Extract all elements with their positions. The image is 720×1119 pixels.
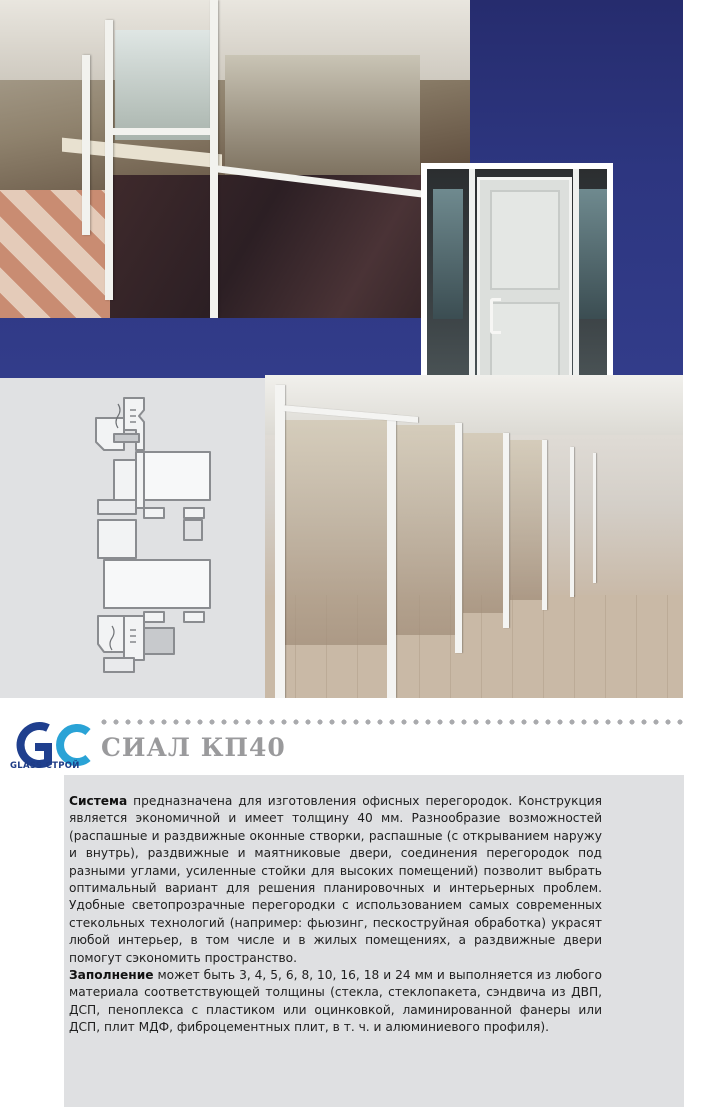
corridor-post	[455, 423, 462, 653]
photo-frame-rail	[105, 128, 215, 135]
corridor-partition-photo	[265, 375, 683, 698]
photo-frame-post	[210, 0, 218, 318]
photo-frame-post	[82, 55, 90, 235]
description-panel	[64, 775, 684, 1107]
corridor-post	[387, 415, 396, 698]
filling-label: Заполнение	[69, 968, 154, 983]
system-text: предназначена для изготовления офисных перегородок. Конструкция является экономичной и имеет толщину 40 мм. Разнообразие возможностей (распашные и раздвижные оконные створки, распашные (с открыванием наружу и внутрь), раздвижные и маятниковые двери, соединения перегородок под разными углами, усиленные стойки для высоких помещений) позволит выбрать оптимальный вариант для решения планировочных и интерьерных проблем. Удобные светопрозрачные перегородки с использованием самых современных стекольных технологий (например: фьюзинг, пескоструйная обработка) украсят любой интерьер, в том числе и в жилых помещениях, а раздвижные двери помогут сэкономить пространство.	[69, 794, 602, 965]
corridor-glass	[463, 433, 503, 613]
system-label: Система	[69, 794, 128, 808]
logo-letter-c	[60, 728, 88, 762]
photo-frame-post	[105, 20, 113, 300]
logo-letter-g	[21, 726, 48, 764]
corridor-post	[593, 453, 596, 583]
corridor-post	[570, 447, 574, 597]
door-frame	[469, 169, 475, 410]
door-upper-pane	[490, 190, 560, 290]
corridor-post	[542, 440, 547, 610]
door-side-glass	[433, 189, 463, 319]
corridor-glass	[510, 440, 542, 600]
corridor-glass	[395, 425, 455, 635]
corridor-glass	[283, 420, 388, 645]
door-photo-inner	[427, 169, 607, 410]
office-partition-photo	[0, 0, 470, 318]
blue-banner	[0, 0, 683, 378]
photo-glass-pane	[225, 55, 420, 180]
dotted-divider	[98, 719, 684, 725]
photo-glass-pane	[115, 30, 210, 140]
door-handle	[490, 298, 501, 334]
profile-cross-section-drawing	[84, 390, 224, 680]
corridor-post	[275, 385, 285, 698]
door-side-glass	[579, 189, 607, 319]
door-frame	[573, 169, 579, 410]
corridor-post	[503, 433, 509, 628]
filling-text: может быть 3, 4, 5, 6, 8, 10, 16, 18 и 24 мм и выполняется из любого материала соответствующей толщины (стекла, стеклопакета, сэндвича из ДВП, ДСП, пеноплекса с пластиком или оцинковкой, ламинированной фанеры или ДСП, плит МДФ, фиброцементных плит, в т. ч. и алюминиевого профиля).	[69, 968, 602, 1035]
logo-caption: GLASS СТРОЙ	[10, 761, 80, 771]
description-text	[69, 793, 602, 1037]
product-title: СИАЛ КП40	[101, 733, 286, 762]
